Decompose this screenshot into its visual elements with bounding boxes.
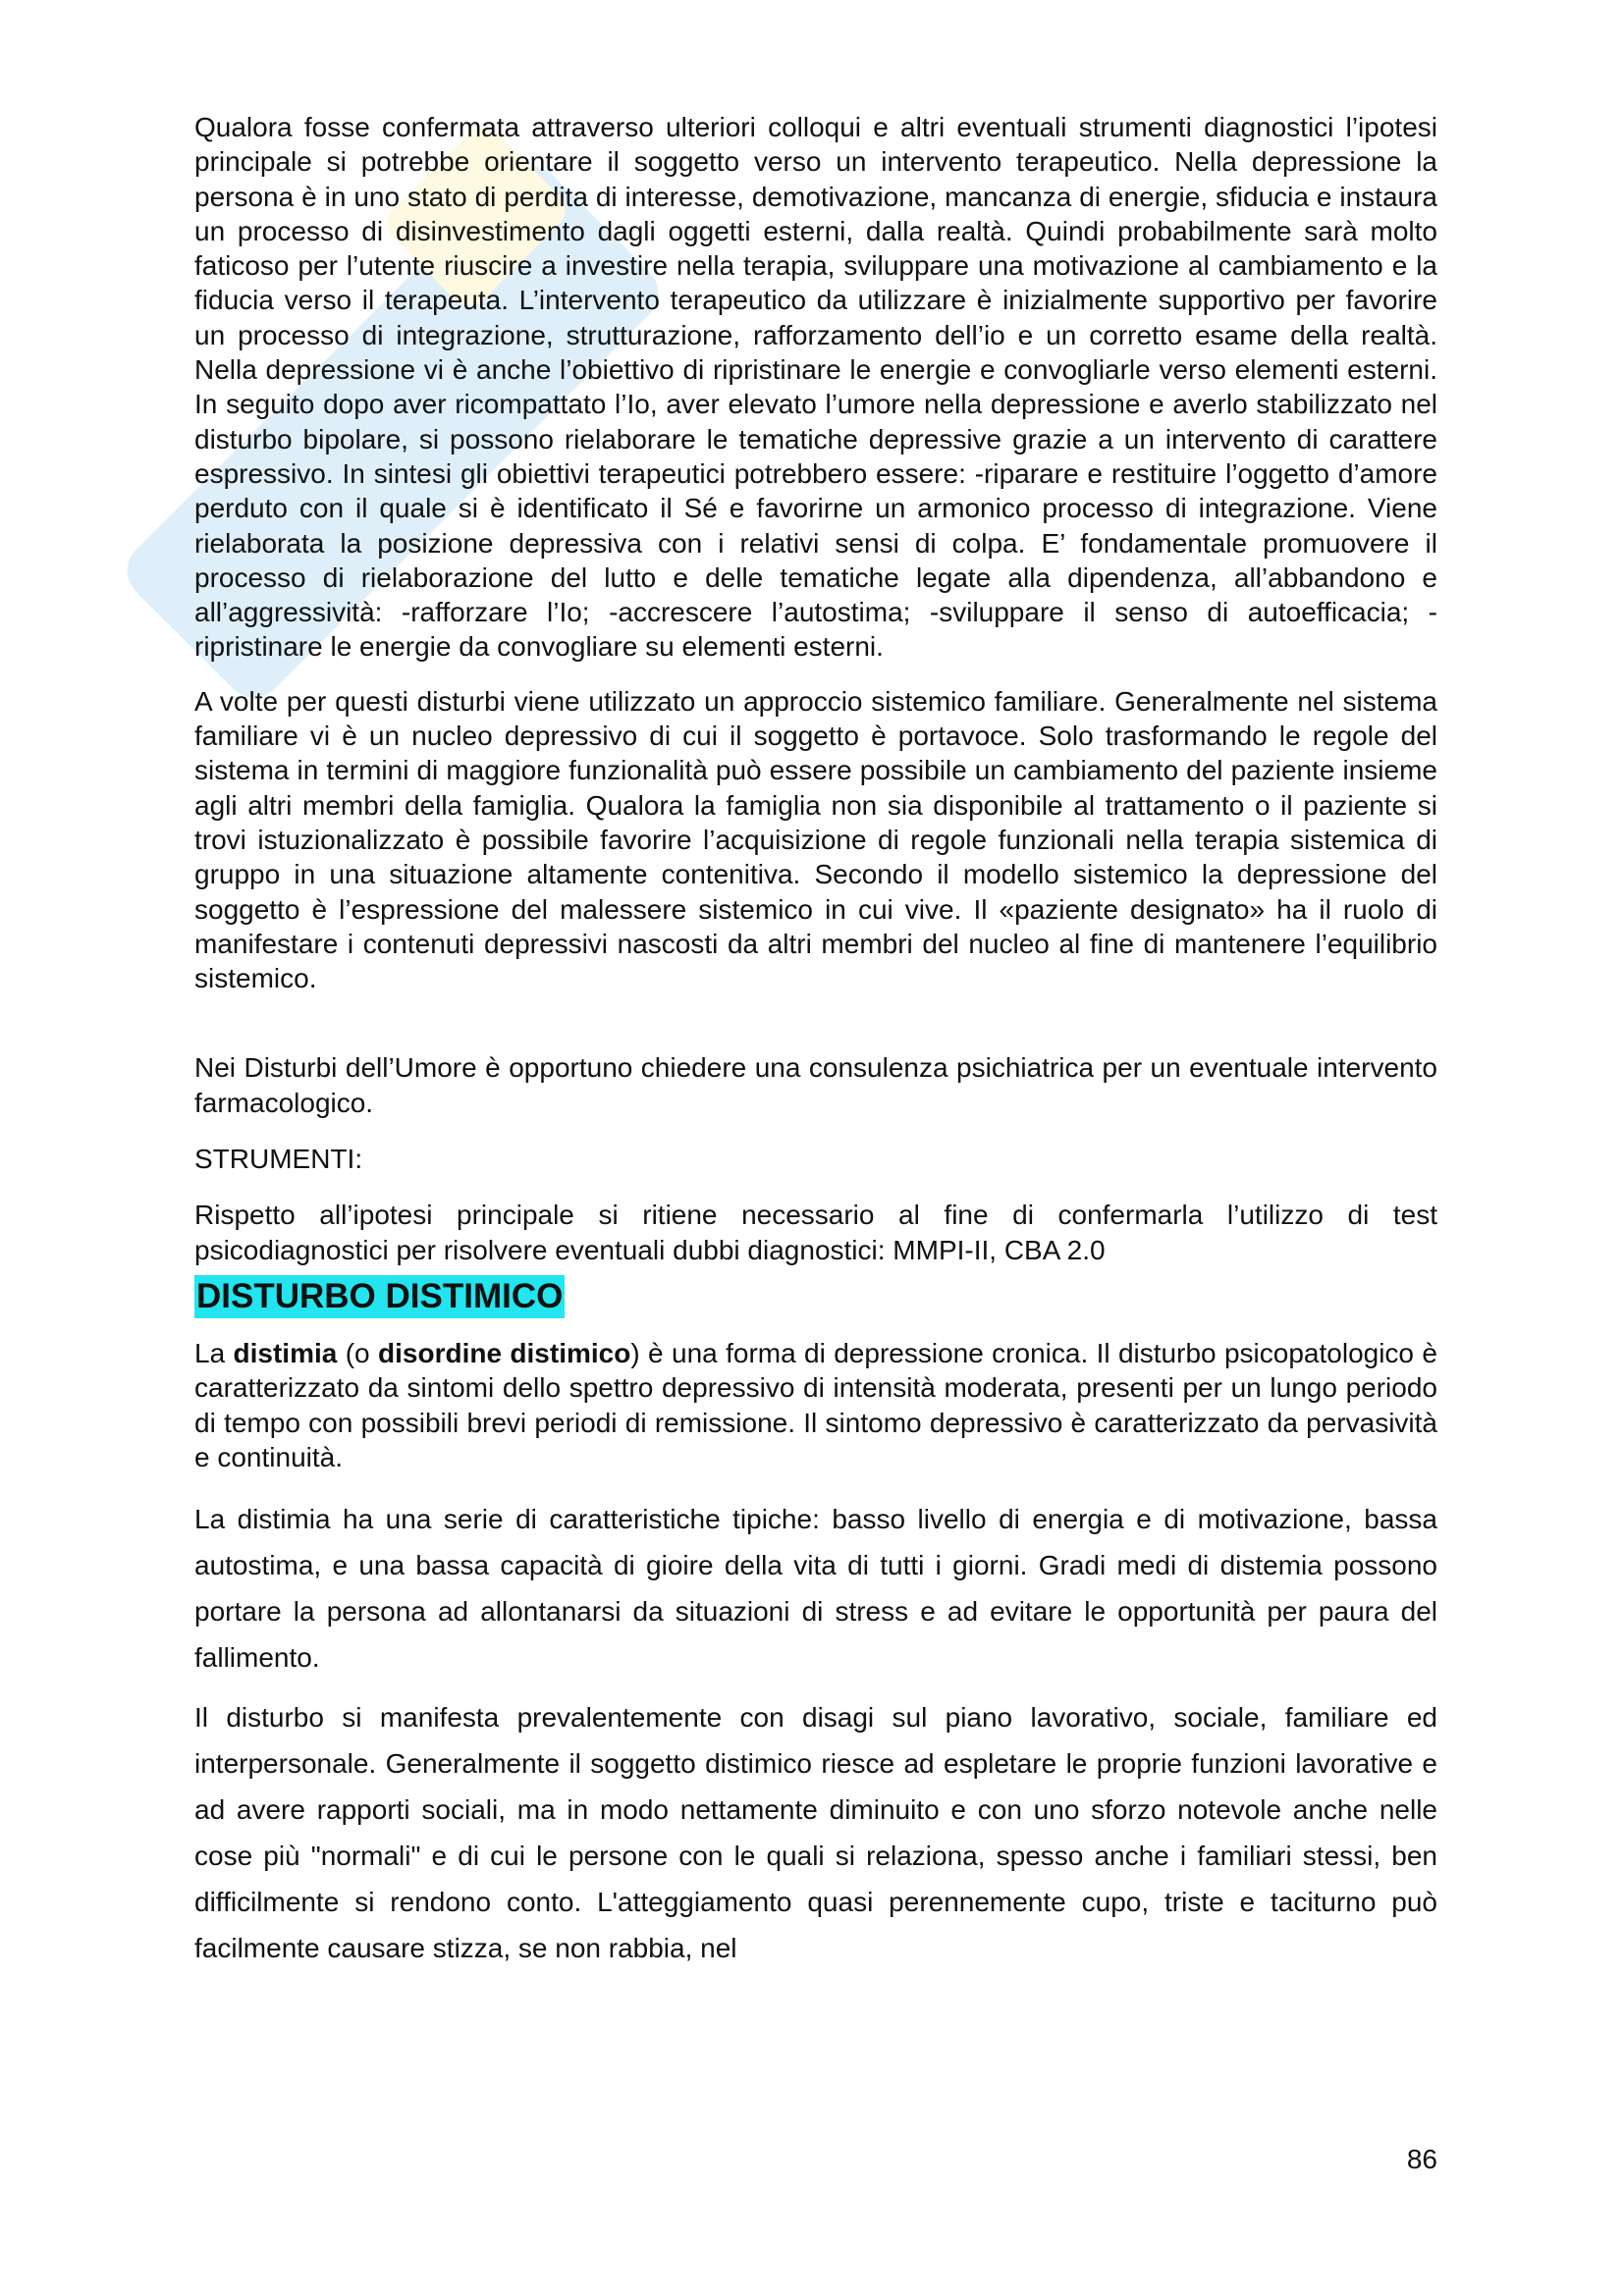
intro-text-3: ) è una forma di depressione cronica. Il disturbo psicopatologico è caratterizzato da sintomi dello spettro depressivo di intensità moderata, presenti per un lungo periodo di tempo con possibili brevi periodi di remissione. Il sintomo depressivo è caratterizzato da pervasività e continuità.	[194, 1337, 1437, 1472]
intro-text-1: La	[194, 1337, 234, 1368]
term-distimia: distimia	[233, 1337, 338, 1368]
paragraph-tools: Rispetto all’ipotesi principale si ritiene necessario al fine di confermarla l’utilizzo di test psicodiagnostici per risolvere eventuali dubbi diagnostici: MMPI-II, CBA 2.0	[194, 1200, 1437, 1265]
paragraph-intro	[194, 1336, 1437, 1474]
paragraph-tools-label: STRUMENTI:	[194, 1144, 363, 1175]
term-disordine-distimico: disordine distimico	[378, 1337, 631, 1368]
paragraph-manifestation: Il disturbo si manifesta prevalentemente con disagi sul piano lavorativo, sociale, familiare ed interpersonale. Generalmente il soggetto distimico riesce ad espletare le proprie funzioni lavorative e ad avere rapporti sociali, ma in modo nettamente diminuito e con uno sforzo notevole anche nelle cose più "normali" e di cui le persone con le quali si relaziona, spesso anche i familiari stessi, ben difficilmente si rendono conto. L'atteggiamento quasi perennemente cupo, triste e taciturno può facilmente causare stizza, se non rabbia, nel	[194, 1702, 1437, 1964]
section-heading: DISTURBO DISTIMICO	[194, 1275, 565, 1318]
intro-text-2: (o	[337, 1337, 379, 1368]
page-number: 86	[1406, 2144, 1437, 2174]
document-page	[194, 110, 1437, 1971]
paragraph-consultation: Nei Disturbi dell’Umore è opportuno chiedere una consulenza psichiatrica per un eventuale intervento farmacologico.	[194, 1052, 1437, 1118]
paragraph-systemic: A volte per questi disturbi viene utilizzato un approccio sistemico familiare. Generalmente nel sistema familiare vi è un nucleo depressivo di cui il soggetto è portavoce. Solo trasformando le regole del sistema in termini di maggiore funzionalità può essere possibile un cambiamento del paziente insieme agli altri membri della famiglia. Qualora la famiglia non sia disponibile al trattamento o il paziente si trovi istuzionalizzato è possibile favorire l’acquisizione di regole funzionali nella terapia sistemica di gruppo in una situazione altamente contenitiva. Secondo il modello sistemico la depressione del soggetto è l’espressione del malessere sistemico in cui vive. Il «paziente designato» ha il ruolo di manifestare i contenuti depressivi nascosti da altri membri del nucleo al fine di mantenere l’equilibrio sistemico.	[194, 685, 1437, 994]
paragraph-therapy: Qualora fosse confermata attraverso ulteriori colloqui e altri eventuali strumenti diagnostici l’ipotesi principale si potrebbe orientare il soggetto verso un intervento terapeutico. Nella depressione la persona è in uno stato di perdita di interesse, demotivazione, mancanza di energie, sfiducia e instaura un processo di disinvestimento dagli oggetti esterni, dalla realtà. Quindi probabilmente sarà molto faticoso per l’utente riuscire a investire nella terapia, sviluppare una motivazione al cambiamento e la fiducia verso il terapeuta. L’intervento terapeutico da utilizzare è inizialmente supportivo per favorire un processo di integrazione, strutturazione, rafforzamento dell’io e un corretto esame della realtà. Nella depressione vi è anche l’obiettivo di ripristinare le energie e convogliarle verso elementi esterni. In seguito dopo aver ricompattato l’Io, aver elevato l’umore nella depressione e averlo stabilizzato nel disturbo bipolare, si possono rielaborare le tematiche depressive grazie a un intervento di carattere espressivo. In sintesi gli obiettivi terapeutici potrebbero essere: -riparare e restituire l’oggetto d’amore perduto con il quale si è identificato il Sé e favorirne un armonico processo di integrazione. Viene rielaborata la posizione depressiva con i relativi sensi di colpa. E’ fondamentale promuovere il processo di rielaborazione del lutto e delle tematiche legate alla dipendenza, all’abbandono e all’aggressività: -rafforzare l’Io; -accrescere l’autostima; -sviluppare il senso di autoefficacia; -ripristinare le energie da convogliare su elementi esterni.	[194, 112, 1437, 663]
paragraph-characteristics: La distimia ha una serie di caratteristiche tipiche: basso livello di energia e di motivazione, bassa autostima, e una bassa capacità di gioire della vita di tutti i giorni. Gradi medi di distemia possono portare la persona ad allontanarsi da situazioni di stress e ad evitare le opportunità per paura del fallimento.	[194, 1504, 1437, 1674]
